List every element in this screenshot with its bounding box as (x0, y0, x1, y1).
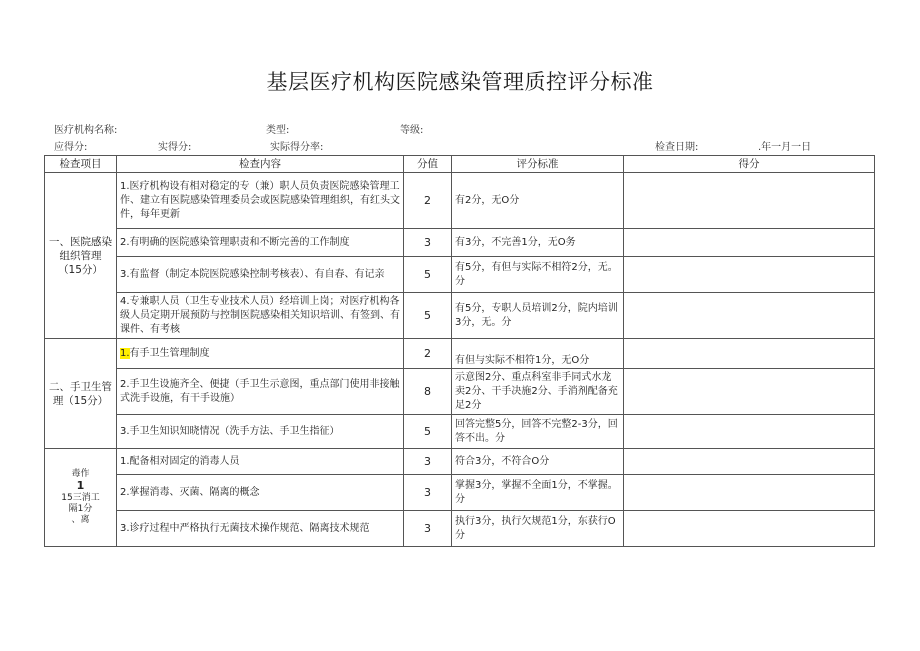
criteria-cell: 掌握3分，掌握不全面1分，不掌握。分 (452, 475, 624, 511)
criteria-cell: 回答完整5分，回答不完整2-3分，回答不出。分 (452, 415, 624, 449)
result-cell[interactable] (624, 229, 875, 257)
criteria-cell: 有5分，有但与实际不相符2分，无。分 (452, 257, 624, 293)
table-row (45, 449, 875, 475)
content-cell: 4.专兼职人员（卫生专业技术人员）经培训上岗；对医疗机构各级人员定期开展预防与控制医院感染相关知识培训、有签到、有课件、有考核 (117, 293, 404, 339)
content-cell: 1.有手卫生管理制度 (117, 339, 404, 369)
score-cell: 2 (404, 339, 452, 369)
content-cell: 3.有监督（制定本院医院感染控制考核表）、有自春、有记亲 (117, 257, 404, 293)
type-label: 类型: (266, 125, 290, 136)
document-title: 基层医疗机构医院感染管理质控评分标准 (266, 70, 654, 94)
header-criteria: 评分标准 (452, 156, 624, 173)
result-cell[interactable] (624, 293, 875, 339)
content-cell: 2.手卫生设施齐全、便捷（手卫生示意图，重点部门使用非接触式洗手设施，有干手设施） (117, 369, 404, 415)
score-cell: 3 (404, 229, 452, 257)
content-cell: 2.有明确的医院感染管理职责和不断完善的工作制度 (117, 229, 404, 257)
header-content: 检查内容 (117, 156, 404, 173)
table-row (45, 293, 875, 339)
score-cell: 5 (404, 257, 452, 293)
criteria-cell: 示意图2分、重点科室非手同式水龙卖2分、干手决施2分、手消剂配备充足2分 (452, 369, 624, 415)
content-cell: 3.诊疗过程中严格执行无菌技术操作规范、隔离技术规范 (117, 511, 404, 547)
actual-score-label: 实得分: (158, 142, 192, 153)
header-score: 分值 (404, 156, 452, 173)
score-cell: 3 (404, 475, 452, 511)
header-item: 检查项目 (45, 156, 117, 173)
table-row (45, 475, 875, 511)
table-row (45, 173, 875, 229)
table-row (45, 369, 875, 415)
criteria-cell: 有但与实际不相符1分，无O分 (452, 339, 624, 369)
table-row (45, 415, 875, 449)
criteria-cell: 符合3分，不符合O分 (452, 449, 624, 475)
criteria-cell: 执行3分，执行欠规范1分，东获行O分 (452, 511, 624, 547)
expected-score-label: 应得分: (54, 142, 88, 153)
score-cell: 3 (404, 511, 452, 547)
inspection-date-format: .年一月一日 (758, 142, 812, 153)
header-result: 得分 (624, 156, 875, 173)
criteria-cell: 有5分，专职人员培训2分，院内培训3分，无。分 (452, 293, 624, 339)
content-cell: 3.手卫生知识知晓情况（洗手方法、手卫生指征） (117, 415, 404, 449)
result-cell[interactable] (624, 257, 875, 293)
level-label: 等级: (400, 125, 424, 136)
score-cell: 2 (404, 173, 452, 229)
institution-label: 医疗机构名称: (54, 125, 118, 136)
category-cell: 一、医院感染组织管理（15分） (45, 173, 117, 339)
inspection-date-label: 检查日期: (655, 142, 699, 153)
criteria-cell: 有2分，无O分 (452, 173, 624, 229)
highlight-mark: 1. (120, 347, 130, 359)
category-cell: 二、手卫生管理（15分） (45, 339, 117, 449)
table-row (45, 511, 875, 547)
score-cell: 3 (404, 449, 452, 475)
score-cell: 5 (404, 415, 452, 449)
score-rate-label: 实际得分率: (270, 142, 324, 153)
category-cell: 毒作 1 15三消工 隔1分 、离 (45, 449, 117, 547)
criteria-cell: 有3分，不完善1分，无O务 (452, 229, 624, 257)
content-cell: 1.配备相对固定的消毒人员 (117, 449, 404, 475)
table-row (45, 339, 875, 369)
result-cell[interactable] (624, 173, 875, 229)
result-cell[interactable] (624, 511, 875, 547)
content-cell: 2.掌握消毒、灭菌、隔离的概念 (117, 475, 404, 511)
result-cell[interactable] (624, 475, 875, 511)
result-cell[interactable] (624, 449, 875, 475)
score-cell: 8 (404, 369, 452, 415)
scoring-table (44, 155, 875, 547)
result-cell[interactable] (624, 369, 875, 415)
table-row (45, 229, 875, 257)
result-cell[interactable] (624, 339, 875, 369)
score-cell: 5 (404, 293, 452, 339)
content-cell: 1.医疗机构设有相对稳定的专（兼）职人员负责医院感染管理工作、建立有医院感染管理委员会或医院感染管理组织，有红头文件，每年更新 (117, 173, 404, 229)
result-cell[interactable] (624, 415, 875, 449)
table-header-row (45, 156, 875, 173)
table-row (45, 257, 875, 293)
